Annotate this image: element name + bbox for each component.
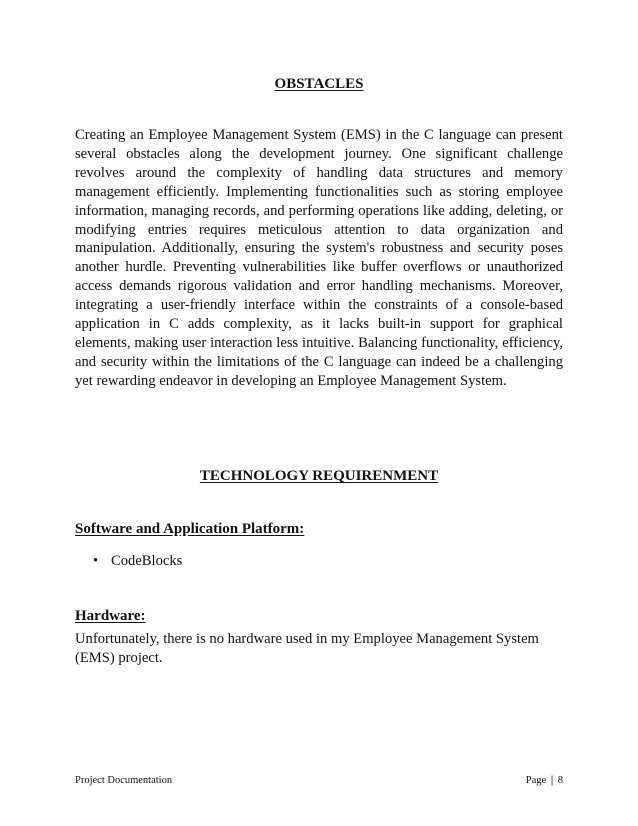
hardware-paragraph: Unfortunately, there is no hardware used in my Employee Management System (EMS) project. (75, 631, 539, 666)
obstacles-paragraph: Creating an Employee Management System (EMS) in the C language can present several obstacles along the development journey. One significant challenge revolves around the complexity of handling data structures and memory management efficiently. Implementing functionalities such as storing employee information, managing records, and performing operations like adding, deleting, or modifying entries requires meticulous attention to data organization and manipulation. Additionally, ensuring the system's robustness and security poses another hurdle. Preventing vulnerabilities like buffer overflows or unauthorized access demands rigorous validation and error handling mechanisms. Moreover, integrating a user-friendly interface within the constraints of a console-based application in C adds complexity, as it lacks built-in support for graphical elements, making user interaction less intuitive. Balancing functionality, efficiency, and security within the limitations of the C language can indeed be a challenging yet rewarding endeavor in developing an Employee Management System. (75, 127, 563, 389)
page-separator: | (550, 775, 554, 786)
software-platform-heading: Software and Application Platform: (75, 521, 305, 537)
page-label: Page (525, 775, 547, 786)
obstacles-heading: OBSTACLES (274, 76, 364, 92)
footer-document-title: Project Documentation (75, 775, 173, 786)
footer-page-number (526, 775, 563, 786)
hardware-heading: Hardware: (75, 608, 146, 624)
software-item-label: CodeBlocks (111, 553, 183, 569)
list-item (75, 552, 182, 571)
technology-requirement-heading: TECHNOLOGY REQUIRENMENT (199, 468, 439, 484)
software-list (75, 552, 182, 571)
bullet-icon: • (93, 553, 99, 569)
page-number: 8 (557, 775, 563, 786)
